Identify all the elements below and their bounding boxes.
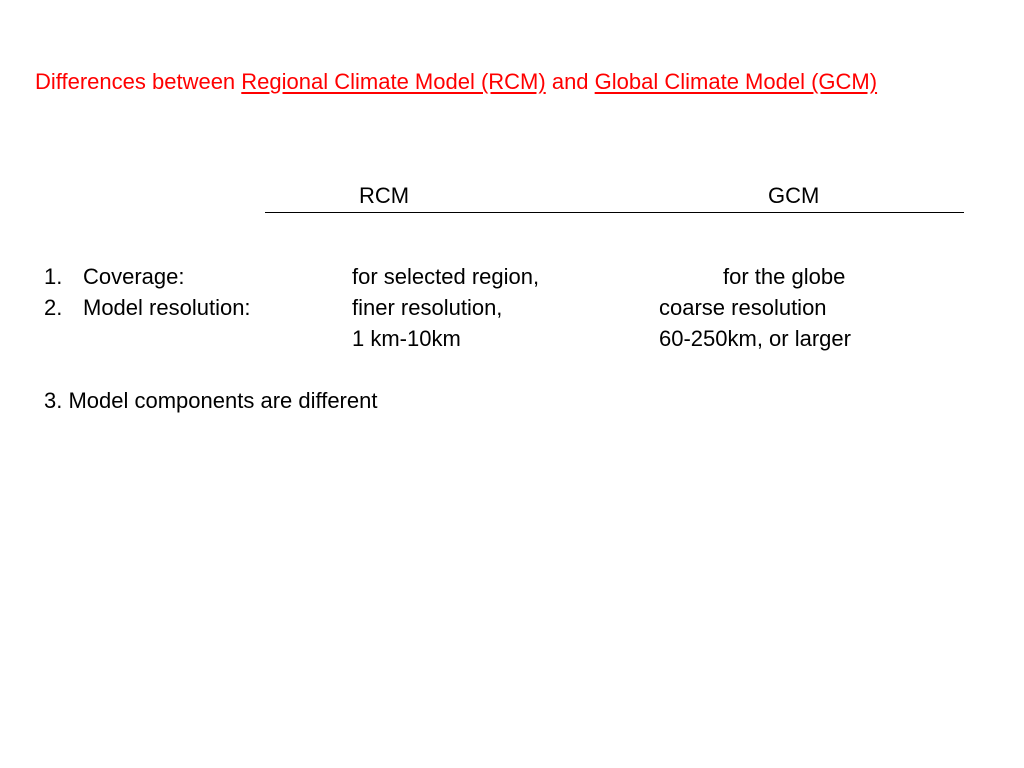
slide-title — [35, 68, 877, 96]
row-label-resolution: Model resolution: — [83, 295, 251, 320]
row-rcm-resolution: finer resolution, — [352, 295, 503, 320]
header-divider — [265, 212, 964, 213]
row-gcm-resolution-range: 60-250km, or larger — [659, 326, 851, 351]
column-header-gcm: GCM — [768, 183, 820, 208]
rcm-title-link[interactable]: Regional Climate Model (RCM) — [241, 69, 546, 94]
column-header-rcm: RCM — [359, 183, 410, 208]
row-label-coverage: Coverage: — [83, 264, 185, 289]
title-prefix: Differences between — [35, 69, 242, 94]
gcm-title-link[interactable]: Global Climate Model (GCM) — [594, 69, 878, 94]
row-rcm-resolution-range: 1 km-10km — [352, 326, 461, 351]
row-rcm-coverage: for selected region, — [352, 264, 540, 289]
row-gcm-resolution: coarse resolution — [659, 295, 827, 320]
model-components-note: 3. Model components are different — [44, 388, 378, 413]
row-number: 2. — [44, 295, 63, 320]
row-gcm-coverage: for the globe — [723, 264, 846, 289]
title-conjunction: and — [545, 69, 595, 94]
row-number: 1. — [44, 264, 63, 289]
